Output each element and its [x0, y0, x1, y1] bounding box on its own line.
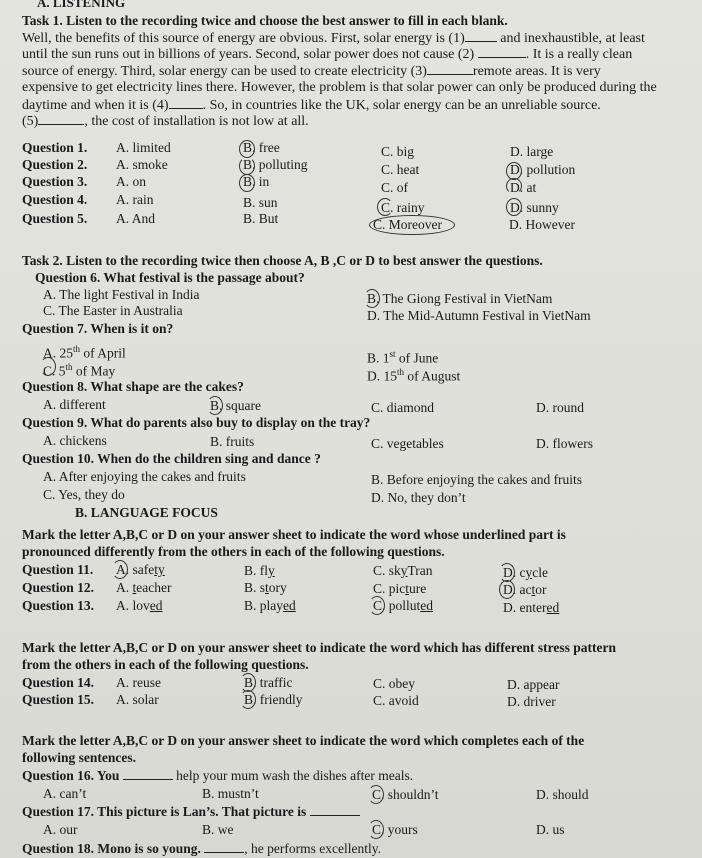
q4-label: Question 4.: [22, 192, 88, 207]
q6-option-b[interactable]: B. The Giong Festival in VietNam: [367, 291, 553, 306]
q5-option-d[interactable]: D. However: [509, 217, 575, 232]
q9-text: Question 9. What do parents also buy to display on the tray?: [22, 415, 371, 430]
q8-text: Question 8. What shape are the cakes?: [22, 379, 244, 394]
q18-text: Question 18. Mono is so young. , he performs excellently.: [22, 841, 381, 856]
answer-mark-q8: [207, 396, 223, 415]
answer-mark-q4c: [377, 198, 393, 216]
q13-option-d[interactable]: D. entered: [503, 600, 560, 615]
q16-option-b[interactable]: B. mustn’t: [202, 786, 259, 801]
q13-option-a[interactable]: A. loved: [116, 598, 163, 613]
q6-text: Question 6. What festival is the passage about?: [35, 270, 305, 285]
q13-option-c[interactable]: C. polluted: [373, 598, 434, 613]
q14-option-c[interactable]: C. obey: [373, 676, 415, 691]
q5-option-c[interactable]: C. Moreover: [373, 217, 442, 232]
answer-mark-q17: [368, 820, 384, 839]
q16-option-a[interactable]: A. can’t: [43, 786, 87, 801]
passage-line-1: Well, the benefits of this source of energy are obvious. First, solar energy is (1) and inexhaustible, at least: [22, 31, 645, 46]
passage-line-6: (5) , the cost of installation is not low at all.: [22, 114, 309, 129]
answer-mark-q7: [40, 357, 56, 376]
q14-option-b[interactable]: B. traffic: [244, 675, 293, 690]
answer-mark-q3d: [506, 178, 522, 194]
instruction-3-line-2: following sentences.: [22, 750, 136, 765]
q9-option-c[interactable]: C. vegetables: [371, 436, 444, 451]
q5-label: Question 5.: [22, 211, 88, 226]
q10-text: Question 10. When do the children sing and dance ?: [22, 451, 321, 466]
q12-option-c[interactable]: C. picture: [373, 581, 427, 596]
q11-option-d[interactable]: D. cycle: [503, 565, 548, 580]
answer-mark-q11: [112, 560, 128, 579]
q17-text: Question 17. This picture is Lan’s. That picture is: [22, 804, 360, 820]
answer-mark-q15: [240, 690, 256, 709]
q13-option-b[interactable]: B. played: [244, 598, 296, 613]
q1-option-c[interactable]: C. big: [381, 144, 415, 159]
instruction-2-line-1: Mark the letter A,B,C or D on your answer sheet to indicate the word which has different stress pattern: [22, 640, 616, 655]
q4-option-d[interactable]: D. sunny: [510, 200, 559, 215]
passage-line-2: until the sun runs out in billions of years. Second, solar power does not cause (2) . It is a really clean: [22, 47, 633, 62]
answer-mark-q4d: [506, 198, 522, 216]
q15-option-d[interactable]: D. driver: [507, 694, 556, 709]
instruction-2-line-2: from the others in each of the following questions.: [22, 657, 309, 672]
q10-option-c[interactable]: C. Yes, they do: [43, 487, 125, 502]
q7-option-a[interactable]: A. 25th of April: [43, 344, 126, 361]
q3-option-d[interactable]: D. at: [510, 180, 537, 195]
q8-option-a[interactable]: A. different: [43, 397, 106, 412]
q10-option-b[interactable]: B. Before enjoying the cakes and fruits: [371, 472, 583, 487]
q6-option-a[interactable]: A. The light Festival in India: [43, 287, 200, 302]
q8-option-d[interactable]: D. round: [536, 400, 584, 415]
q6-option-d[interactable]: D. The Mid-Autumn Festival in VietNam: [367, 308, 591, 323]
passage-line-4: expensive to get electricity lines there. However, the problem is that solar power can only be produced during the: [22, 80, 657, 95]
q11-option-c[interactable]: C. skyTran: [373, 563, 433, 578]
answer-mark-q1: [239, 140, 255, 158]
q7-option-c[interactable]: C. 5th of May: [43, 362, 116, 379]
q2-option-b[interactable]: B. polluting: [243, 157, 308, 172]
answer-mark-q16: [368, 785, 384, 804]
q10-option-d[interactable]: D. No, they don’t: [371, 490, 466, 505]
q1-option-b[interactable]: B. free: [243, 140, 280, 155]
q9-option-b[interactable]: B. fruits: [210, 434, 255, 449]
passage-line-3: source of energy. Third, solar energy can be used to create electricity (3) remote areas. It is very: [22, 64, 601, 79]
task1-title: Task 1. Listen to the recording twice and choose the best answer to fill in each blank.: [22, 13, 508, 28]
answer-mark-q12: [499, 580, 515, 599]
q15-option-c[interactable]: C. avoid: [373, 693, 419, 708]
q12-option-a[interactable]: A. teacher: [116, 580, 172, 595]
q11-label: Question 11.: [22, 562, 94, 577]
q9-option-d[interactable]: D. flowers: [536, 436, 593, 451]
q17-option-d[interactable]: D. us: [536, 822, 565, 837]
q9-option-a[interactable]: A. chickens: [43, 433, 107, 448]
q2-label: Question 2.: [22, 157, 88, 172]
q15-label: Question 15.: [22, 692, 95, 707]
q12-option-d[interactable]: D. actor: [503, 582, 547, 597]
section-header: A. LISTENING: [37, 0, 126, 10]
q2-option-d[interactable]: D. pollution: [510, 162, 576, 177]
q7-option-b[interactable]: B. 1st of June: [367, 349, 439, 366]
answer-mark-q2: [239, 157, 255, 175]
q16-option-d[interactable]: D. should: [536, 787, 589, 802]
q1-option-d[interactable]: D. large: [510, 144, 554, 159]
q4-option-c[interactable]: C. rainy: [381, 200, 425, 215]
q3-option-a[interactable]: A. on: [116, 174, 146, 189]
instruction-1-line-1: Mark the letter A,B,C or D on your answer sheet to indicate the word whose underlined part is: [22, 527, 566, 542]
instruction-3-line-1: Mark the letter A,B,C or D on your answer sheet to indicate the word which completes each of the: [22, 733, 585, 748]
q6-option-c[interactable]: C. The Easter in Australia: [43, 303, 183, 318]
language-focus-title: B. LANGUAGE FOCUS: [75, 505, 218, 520]
q16-text: Question 16. You help your mum wash the dishes after meals.: [22, 768, 414, 783]
q14-option-d[interactable]: D. appear: [507, 677, 560, 692]
q3-option-c[interactable]: C. of: [381, 180, 408, 195]
q1-option-a[interactable]: A. limited: [116, 140, 171, 155]
instruction-1-line-2: pronounced differently from the others in each of the following questions.: [22, 544, 445, 559]
answer-mark-q5: [369, 215, 455, 235]
q3-option-b[interactable]: B. in: [243, 174, 270, 189]
q11-option-b[interactable]: B. fly: [244, 563, 275, 578]
answer-mark-q6: [364, 289, 380, 308]
q12-label: Question 12.: [22, 580, 95, 595]
q15-option-b[interactable]: B. friendly: [244, 692, 303, 707]
q15-option-a[interactable]: A. solar: [116, 692, 159, 707]
q11-option-a[interactable]: A. safety: [116, 562, 165, 577]
q8-option-c[interactable]: C. diamond: [371, 400, 434, 415]
q7-option-d[interactable]: D. 15th of August: [367, 367, 461, 384]
task2-title: Task 2. Listen to the recording twice then choose A, B ,C or D to best answer the questions.: [22, 253, 543, 268]
q17-option-a[interactable]: A. our: [43, 822, 78, 837]
q1-label: Question 1.: [22, 140, 88, 155]
q14-label: Question 14.: [22, 675, 95, 690]
q2-option-c[interactable]: C. heat: [381, 162, 420, 177]
q8-option-b[interactable]: B. square: [210, 398, 261, 413]
q4-option-a[interactable]: A. rain: [116, 192, 154, 207]
answer-mark-q13: [369, 596, 385, 615]
q13-label: Question 13.: [22, 598, 95, 613]
q7-text: Question 7. When is it on?: [22, 321, 174, 336]
q4-option-b[interactable]: B. sun: [243, 195, 278, 210]
q2-option-a[interactable]: A. smoke: [116, 157, 168, 172]
q5-option-b[interactable]: B. But: [243, 211, 279, 226]
q17-option-c[interactable]: C. yours: [372, 822, 418, 837]
q12-option-b[interactable]: B. story: [244, 580, 287, 595]
q10-option-a[interactable]: A. After enjoying the cakes and fruits: [43, 469, 246, 484]
answer-mark-q3: [239, 174, 255, 192]
q3-label: Question 3.: [22, 174, 88, 189]
q5-option-a[interactable]: A. And: [116, 211, 156, 226]
q16-option-c[interactable]: C. shouldn’t: [372, 787, 439, 802]
passage-line-5: daytime and when it is (4) . So, in countries like the UK, solar energy can be an unreliable source.: [22, 98, 601, 113]
q14-option-a[interactable]: A. reuse: [116, 675, 161, 690]
q17-option-b[interactable]: B. we: [202, 822, 234, 837]
